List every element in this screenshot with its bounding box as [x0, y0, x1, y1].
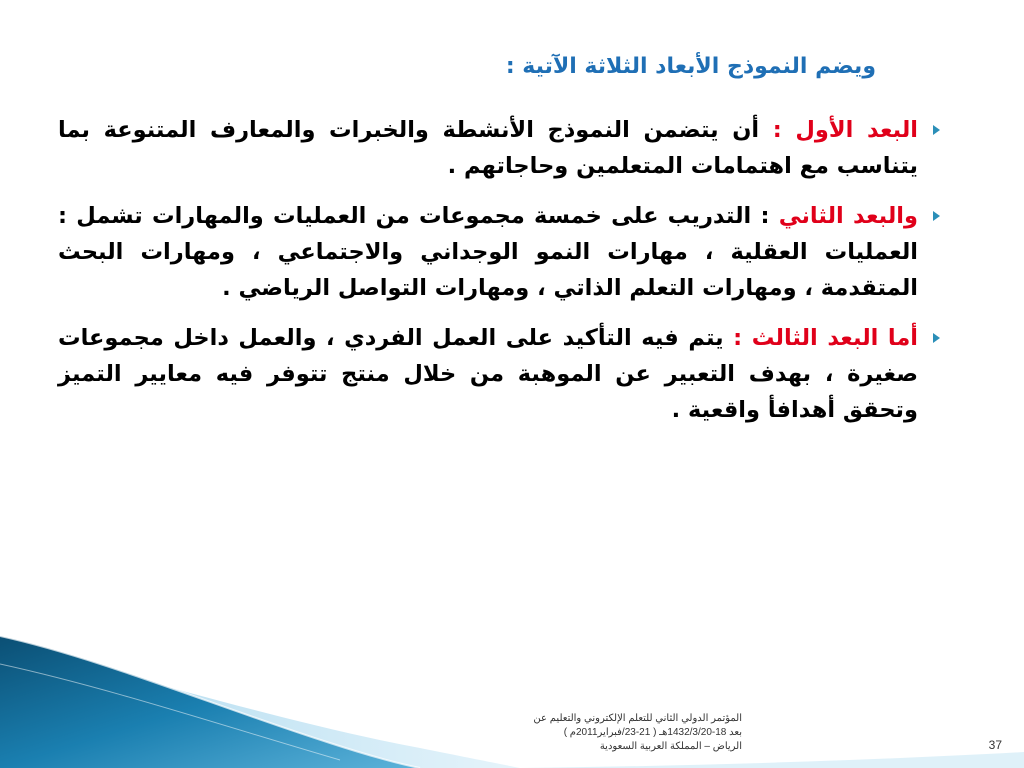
bullet-list — [58, 112, 940, 442]
slide-heading: ويضم النموذج الأبعاد الثلاثة الآتية : — [505, 54, 876, 79]
bullet-item-1 — [58, 112, 940, 184]
bullet-text: التدريب على خمسة مجموعات من العمليات والمهارات تشمل : العمليات العقلية ، مهارات النمو الوجداني والاجتماعي ، ومهارات البحث المتقدمة ، ومهارات التعلم الذاتي ، ومهارات التواصل الرياضي . — [58, 203, 918, 301]
bullet-arrow-icon — [933, 333, 940, 343]
footer-line-2: بعد 18-1432/3/20هـ ( 21-23/فبراير2011م ) — [563, 727, 742, 738]
bullet-colon: : — [760, 203, 779, 229]
footer-wave-decoration — [0, 628, 1024, 768]
bullet-term: البعد الأول : — [772, 117, 918, 143]
bullet-arrow-icon — [933, 211, 940, 221]
page-number: 37 — [988, 738, 1002, 752]
bullet-arrow-icon — [933, 125, 940, 135]
footer-line-3: الرياض – المملكة العربية السعودية — [599, 741, 742, 752]
footer-line-1: المؤتمر الدولي الثاني للتعلم الإلكتروني والتعليم عن — [533, 713, 742, 724]
bullet-text: أن يتضمن النموذج الأنشطة والخبرات والمعارف المتنوعة بما يتناسب مع اهتمامات المتعلمين وحاجاتهم . — [58, 117, 918, 179]
bullet-item-3 — [58, 320, 940, 428]
bullet-term: والبعد الثاني — [778, 203, 918, 229]
bullet-term: أما البعد الثالث : — [733, 325, 918, 351]
footer-conference-info — [533, 712, 742, 754]
bullet-text: يتم فيه التأكيد على العمل الفردي ، والعمل داخل مجموعات صغيرة ، بهدف التعبير عن الموهبة من خلال منتج تتوفر فيه معايير التميز وتحقق أهدافأ واقعية . — [58, 325, 918, 423]
bullet-item-2 — [58, 198, 940, 306]
